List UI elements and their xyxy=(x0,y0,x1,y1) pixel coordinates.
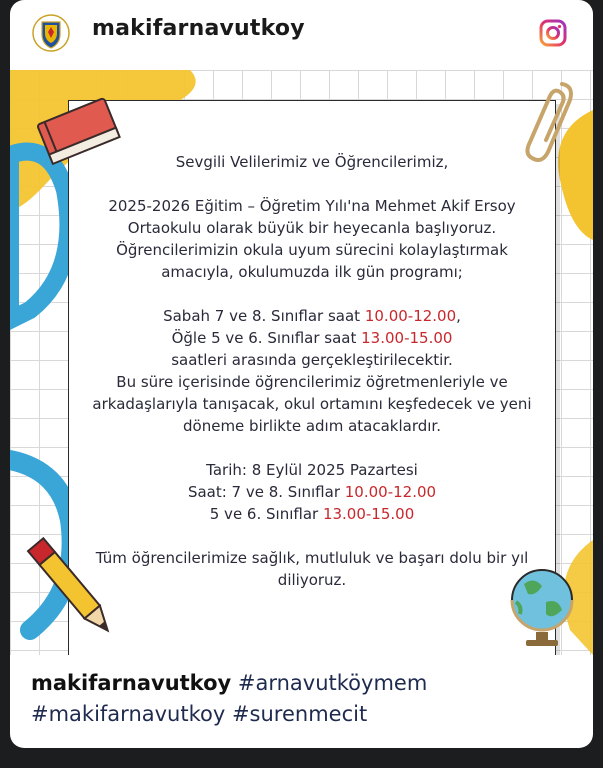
pencil-icon xyxy=(20,530,130,650)
globe-icon xyxy=(502,562,582,652)
post-username[interactable]: makifarnavutkoy xyxy=(92,16,305,41)
notice-body-line: arkadaşlarıyla tanışacak, okul ortamını keşfedecek ve yeni xyxy=(92,395,532,413)
notice-date: Tarih: 8 Eylül 2025 Pazartesi xyxy=(206,461,418,479)
notice-intro-line: Öğrencilerimizin okula uyum sürecini kolaylaştırmak xyxy=(116,241,508,259)
book-icon xyxy=(28,90,128,170)
time-line-1: Saat: 7 ve 8. Sınıflar 10.00-12.00 xyxy=(187,483,437,501)
notice-body-line: döneme birlikte adım atacaklardır. xyxy=(183,417,441,435)
post-caption xyxy=(31,668,571,730)
notice-body-line: Bu süre içerisinde öğrencilerimiz öğretmenleriyle ve xyxy=(116,373,508,391)
paperclip-icon xyxy=(522,76,582,166)
time-1: 10.00-12.00 xyxy=(344,483,437,501)
notice-closing-line: diliyoruz. xyxy=(277,571,347,589)
hashtags-line[interactable]: #makifarnavutkoy #surenmecit xyxy=(31,702,368,726)
announcement-notice xyxy=(68,100,556,655)
morning-schedule: Sabah 7 ve 8. Sınıflar saat 10.00-12.00, xyxy=(163,307,461,325)
caption-username[interactable]: makifarnavutkoy xyxy=(31,671,232,695)
instagram-icon[interactable] xyxy=(539,19,567,47)
noon-schedule: Öğle 5 ve 6. Sınıflar saat 13.00-15.00 xyxy=(171,329,453,347)
morning-time: 10.00-12.00 xyxy=(364,307,457,325)
time-2: 13.00-15.00 xyxy=(322,505,415,523)
notice-intro-line: 2025-2026 Eğitim – Öğretim Yılı'na Mehmet Akif Ersoy xyxy=(108,197,516,215)
post-header xyxy=(10,0,593,64)
notice-greeting: Sevgili Velilerimiz ve Öğrencilerimiz, xyxy=(175,153,449,171)
time-line-2: 5 ve 6. Sınıflar 13.00-15.00 xyxy=(209,505,415,523)
school-emblem-icon[interactable] xyxy=(32,14,70,52)
notice-text xyxy=(69,151,555,591)
notice-body-line: saatleri arasında gerçekleştirilecektir. xyxy=(171,351,453,369)
notice-intro-line: Ortaokulu olarak büyük bir heyecanla başlıyoruz. xyxy=(127,219,497,237)
post-image[interactable] xyxy=(10,70,593,655)
hashtag-arnavutkoymem[interactable]: #arnavutköymem xyxy=(237,671,428,695)
notice-closing-line: Tüm öğrencilerimize sağlık, mutluluk ve başarı dolu bir yıl xyxy=(95,549,529,567)
noon-time: 13.00-15.00 xyxy=(361,329,453,347)
notice-intro-line: amacıyla, okulumuzda ilk gün programı; xyxy=(161,263,463,281)
post-card xyxy=(10,0,593,748)
